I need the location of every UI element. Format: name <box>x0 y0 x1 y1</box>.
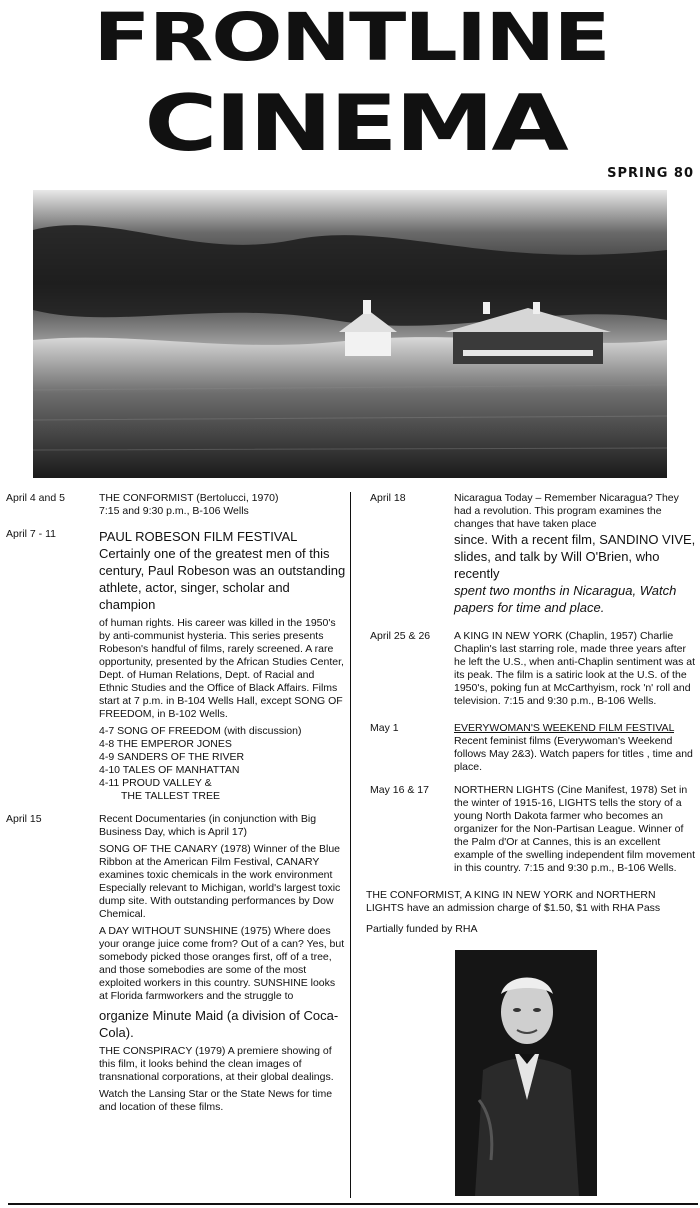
chaplin-portrait-photo <box>455 950 597 1196</box>
listing-body <box>454 722 696 774</box>
listing-date: April 15 <box>6 813 42 825</box>
right-column <box>360 492 696 944</box>
prairie-farm-photo <box>33 190 667 478</box>
program-description-large: since. With a recent film, SANDINO VIVE, slides, and talk by Will O'Brien, who recently <box>454 532 696 581</box>
masthead <box>0 0 700 200</box>
film-description: THE CONSPIRACY (1979) A premiere showing of this film, it looks behind the clean images of transnational corporations, at their global dealings. <box>99 1045 334 1083</box>
film-description: A KING IN NEW YORK (Chaplin, 1957) Charlie Chaplin's last starring role, made three years after he left the U.S., when anti-Chaplin sentiment was at its peak. The film is a satiric look at the U.S. of the 1950's, poking fun at McCarthyism, rock 'n' roll and television. 7:15 and 9:30 p.m., B-106 Wells. <box>454 630 696 707</box>
listing-body <box>454 492 696 620</box>
schedule-item: 4-8 THE EMPEROR JONES <box>99 738 232 750</box>
film-description: A DAY WITHOUT SUNSHINE (1975) Where does your orange juice come from? Out of a can? Yes, but somebody picked those oranges first, off of a tree, and those somebodies are some of the most exploited workers in this country. SUNSHINE looks at Florida farmworkers and the struggle to <box>99 925 345 1002</box>
man-in-tuxedo-image <box>455 950 597 1196</box>
listing-date: April 18 <box>370 492 406 504</box>
film-description-large: organize Minute Maid (a division of Coca-Cola). <box>99 1008 339 1040</box>
season-label: SPRING 80 <box>607 166 694 181</box>
program-description: Nicaragua Today – Remember Nicaragua? They had a revolution. This program examines the changes that have taken place <box>454 492 679 530</box>
listing-body <box>454 784 696 879</box>
listing-body <box>99 528 346 803</box>
film-description: NORTHERN LIGHTS (Cine Manifest, 1978) Set in the winter of 1915-16, LIGHTS tells the story of a young North Dakota farmer who becomes an organizer for the Non-Partisan League. Winner of the Palm d'Or at Cannes, this is an excellent example of the swelling independent film movement in this country. 7:15 and 9:30 p.m., B-106 Wells. <box>454 784 696 874</box>
funding-note: Partially funded by RHA <box>366 923 478 935</box>
listing-body <box>99 813 346 1118</box>
festival-description: of human rights. His career was killed in the 1950's by anti-communist hysteria. This series presents Robeson's handful of films, rarely screened. A rare opportunity, presented by the African Studies Center, Dept. of Human Relations, Dept. of Racial and Ethnic Studies and the Office of Black Affairs. Films start at 7 p.m. in B-104 Wells Hall, except SONG OF FREEDOM, in B-102 Wells. <box>99 617 344 720</box>
festival-schedule <box>99 725 346 803</box>
column-divider <box>350 492 351 1198</box>
schedule-item: 4-9 SANDERS OF THE RIVER <box>99 751 245 763</box>
bottom-rule <box>8 1203 698 1205</box>
masthead-title-cinema: CINEMA <box>144 77 566 169</box>
documentaries-intro: Recent Documentaries (in conjunction with Big Business Day, which is April 17) <box>99 813 317 838</box>
program-description-large: spent two months in Nicaragua, Watch papers for time and place. <box>454 583 677 615</box>
listing-entry <box>6 813 346 1118</box>
listing-date: April 4 and 5 <box>6 492 65 504</box>
listing-title: THE CONFORMIST (Bertolucci, 1970) <box>99 492 279 504</box>
listing-entry <box>6 528 346 803</box>
listing-date: May 1 <box>370 722 399 734</box>
listing-entry <box>360 630 696 712</box>
listing-body <box>99 492 346 518</box>
listing-entry <box>360 784 696 879</box>
schedule-item: THE TALLEST TREE <box>121 790 221 802</box>
listing-entry <box>360 492 696 620</box>
listing-time: 7:15 and 9:30 p.m., B-106 Wells <box>99 505 249 517</box>
schedule-item: 4-10 TALES OF MANHATTAN <box>99 764 240 776</box>
listing-entry <box>360 722 696 774</box>
listing-body <box>454 630 696 712</box>
festival-intro: PAUL ROBESON FILM FESTIVAL Certainly one of the greatest men of this century, Paul Robeson was an outstanding athlete, actor, singer, scholar and champion <box>99 529 346 612</box>
film-description: SONG OF THE CANARY (1978) Winner of the Blue Ribbon at the American Film Festival, CANARY examines toxic chemicals in the work environment Especially relevant to Michigan, world's largest toxic dump site. With outstanding performances by Dow Chemical. <box>99 843 341 920</box>
masthead-title-frontline: FRONTLINE <box>93 0 609 76</box>
admission-note: THE CONFORMIST, A KING IN NEW YORK and NORTHERN LIGHTS have an admission charge of $1.50, $1 with RHA Pass <box>366 889 661 914</box>
listing-date: April 7 - 11 <box>6 528 56 540</box>
listing-entry <box>6 492 346 518</box>
schedule-item: 4-11 PROUD VALLEY & <box>99 777 212 789</box>
schedule-item: 4-7 SONG OF FREEDOM (with discussion) <box>99 725 302 737</box>
listing-date: April 25 & 26 <box>370 630 431 642</box>
farm-landscape-image <box>33 190 667 478</box>
festival-title: EVERYWOMAN'S WEEKEND FILM FESTIVAL <box>454 722 675 734</box>
documentaries-note: Watch the Lansing Star or the State News for time and location of these films. <box>99 1088 333 1113</box>
listing-date: May 16 & 17 <box>370 784 429 796</box>
festival-description: Recent feminist films (Everywoman's Weekend follows May 2&3). Watch papers for titles , time and place. <box>454 735 693 773</box>
left-column <box>6 492 346 1128</box>
